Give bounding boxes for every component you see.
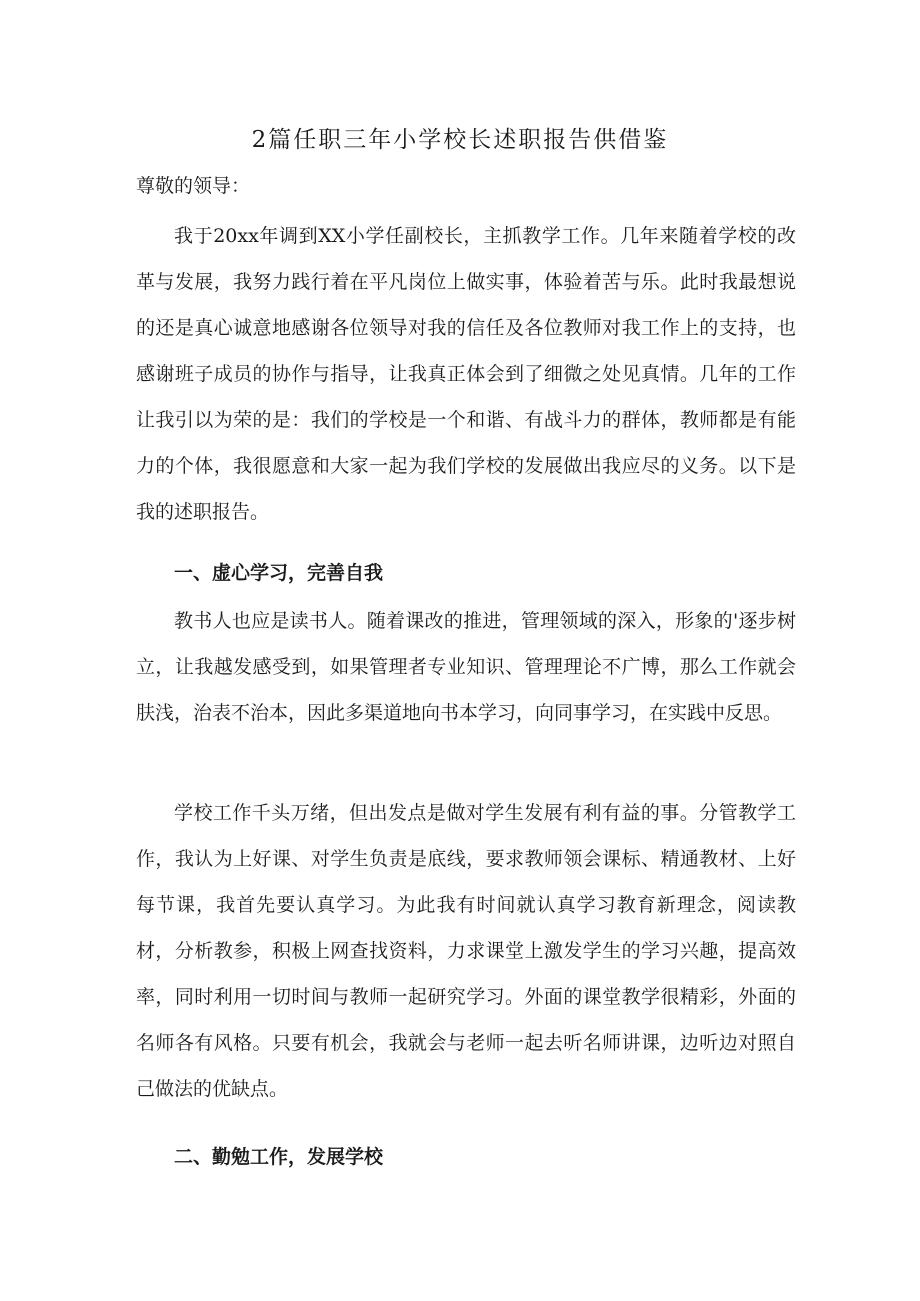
salutation: 尊敬的领导：: [136, 175, 251, 197]
section-heading-1: 一、虚心学习，完善自我: [174, 562, 384, 584]
section-heading-2: 二、勤勉工作，发展学校: [174, 1146, 384, 1168]
paragraph-intro: 我于20xx年调到XX小学任副校长，主抓教学工作。几年来随着学校的改革与发展，我努力践行着在平凡岗位上做实事，体验着苦与乐。此时我最想说的还是真心诚意地感谢各位领导对我的信任及各位教师对我工作上的支持，也感谢班子成员的协作与指导，让我真正体会到了细微之处见真情。几年的工作让我引以为荣的是：我们的学校是一个和谐、有战斗力的群体，教师都是有能力的个体，我很愿意和大家一起为我们学校的发展做出我应尽的义务。以下是我的述职报告。: [136, 225, 796, 523]
document-title: 2篇任职三年小学校长述职报告供借鉴: [251, 127, 669, 153]
paragraph-section-1-b: 学校工作千头万绪，但出发点是做对学生发展有利有益的事。分管教学工作，我认为上好课、对学生负责是底线，要求教师领会课标、精通教材、上好每节课，我首先要认真学习。为此我有时间就认真学习教育新理念，阅读教材，分析教参，积极上网查找资料，力求课堂上激发学生的学习兴趣，提高效率，同时利用一切时间与教师一起研究学习。外面的课堂教学很精彩，外面的名师各有风格。只要有机会，我就会与老师一起去听名师讲课，边听边对照自己做法的优缺点。: [136, 802, 796, 1100]
paragraph-section-1-a: 教书人也应是读书人。随着课改的推进，管理领域的深入，形象的'逐步树立，让我越发感受到，如果管理者专业知识、管理理论不广博，那么工作就会肤浅，治表不治本，因此多渠道地向书本学习，向同事学习，在实践中反思。: [136, 610, 796, 724]
